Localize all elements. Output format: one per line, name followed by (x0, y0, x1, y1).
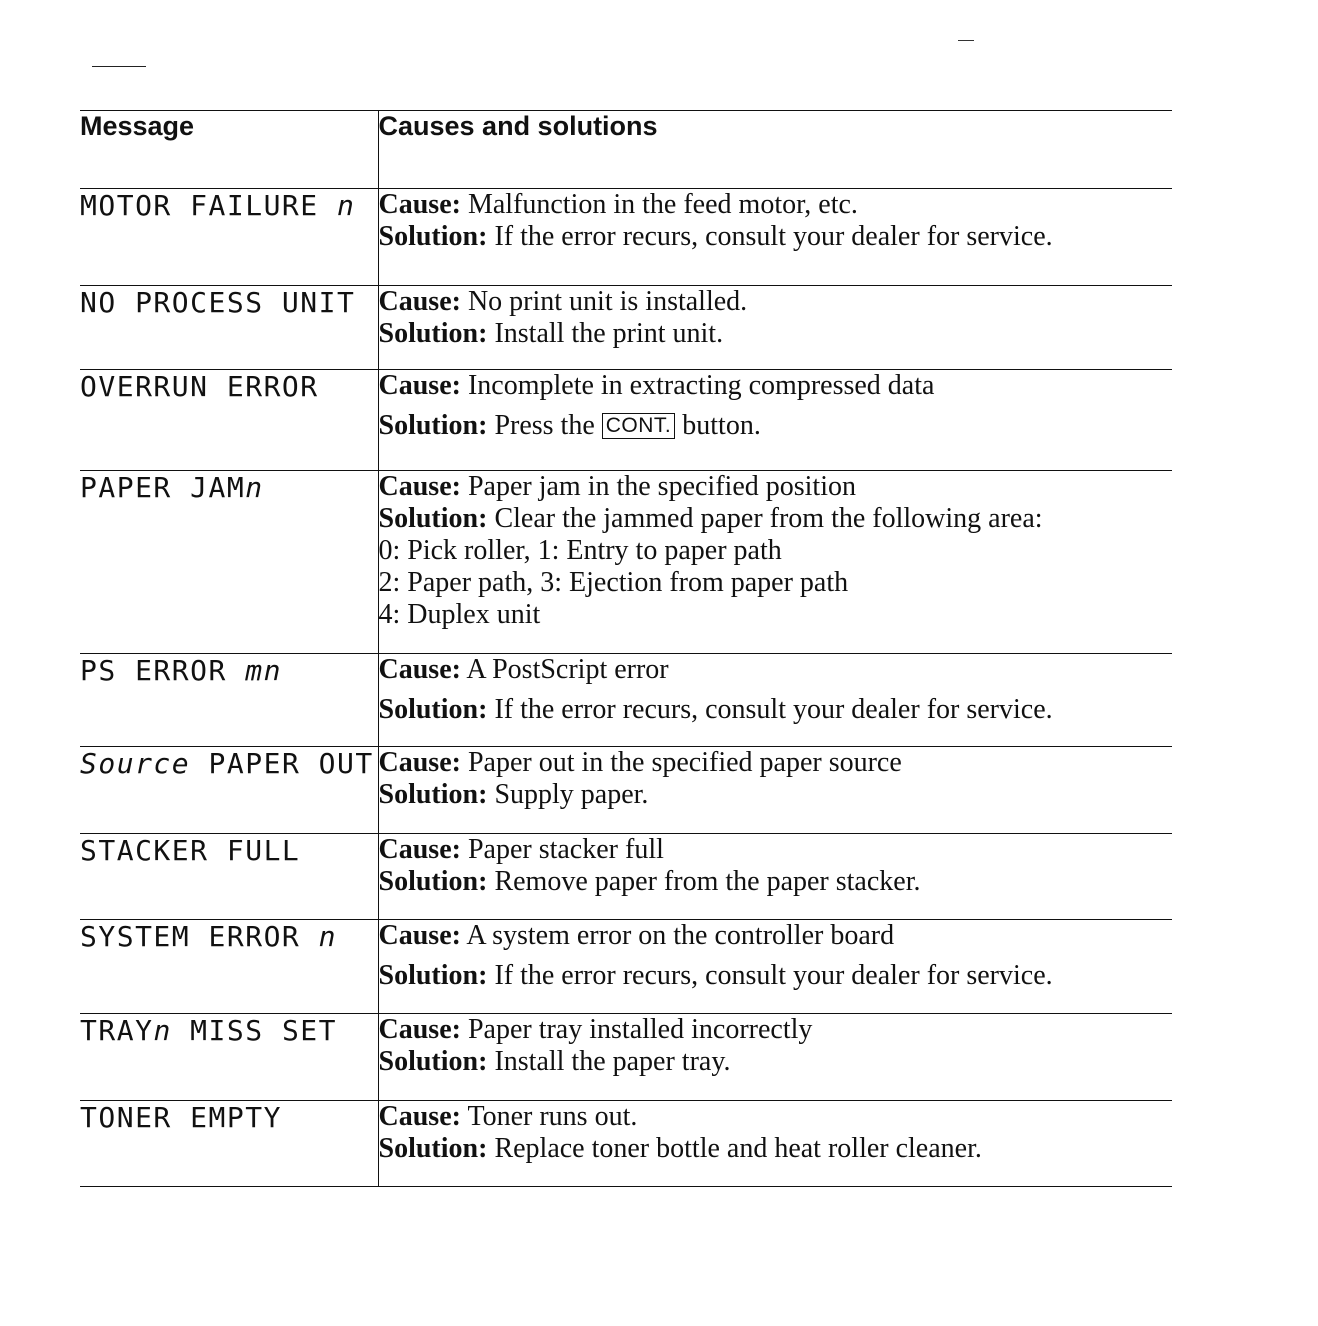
causes-solutions-cell (378, 286, 1172, 370)
table-header-row (80, 111, 1172, 189)
causes-solutions-cell (378, 654, 1172, 747)
solution-label: Solution: (378, 1133, 488, 1164)
causes-solutions-cell (378, 471, 1172, 654)
cause-label: Cause: (378, 920, 461, 951)
table-row (80, 834, 1172, 920)
solution-text: Remove paper from the paper stacker. (494, 866, 921, 897)
message-cell: TONER EMPTY (80, 1101, 378, 1187)
solution-text: If the error recurs, consult your dealer for service. (494, 221, 1053, 252)
header-message: Message (80, 111, 378, 189)
cause-label: Cause: (378, 370, 461, 401)
causes-solutions-cell (378, 189, 1172, 286)
solution-text: Supply paper. (494, 779, 649, 810)
jam-area-list-item: 4: Duplex unit (378, 599, 541, 630)
causes-solutions-cell (378, 920, 1172, 1014)
corner-mark (92, 66, 146, 67)
cause-label: Cause: (378, 286, 461, 317)
jam-area-list-item: 0: Pick roller, 1: Entry to paper path (378, 535, 782, 566)
cause-label: Cause: (378, 747, 461, 778)
solution-label: Solution: (378, 410, 488, 441)
message-cell: STACKER FULL (80, 834, 378, 920)
cause-text: Toner runs out. (467, 1101, 638, 1132)
solution-label: Solution: (378, 221, 488, 252)
message-cell: SYSTEM ERROR n (80, 920, 378, 1014)
cause-label: Cause: (378, 471, 461, 502)
variable: n (318, 920, 338, 953)
cause-text: Paper stacker full (467, 834, 664, 865)
causes-solutions-cell: Cause: Incomplete in extracting compressed data Solution: Press the CONT. button. (378, 370, 1172, 471)
error-message-table (80, 110, 1172, 1187)
message-cell: PS ERROR mn (80, 654, 378, 747)
variable: Source (80, 747, 191, 780)
causes-solutions-cell (378, 1014, 1172, 1101)
solution-text: Install the paper tray. (494, 1046, 731, 1077)
cause-label: Cause: (378, 654, 461, 685)
solution-label: Solution: (378, 866, 488, 897)
cause-label: Cause: (378, 1101, 461, 1132)
cause-label: Cause: (378, 834, 461, 865)
cont-key: CONT. (602, 413, 676, 439)
table-row (80, 370, 1172, 471)
cause-text: Paper jam in the specified position (467, 471, 856, 502)
header-causes-solutions: Causes and solutions (378, 111, 1172, 189)
variable: n (153, 1014, 172, 1047)
table-row (80, 189, 1172, 286)
cause-text: Paper tray installed incorrectly (467, 1014, 813, 1045)
cause-text: Incomplete in extracting compressed data (467, 370, 935, 401)
causes-solutions-cell (378, 1101, 1172, 1187)
variable: n (245, 471, 264, 504)
cause-label: Cause: (378, 189, 461, 220)
message-cell: OVERRUN ERROR (80, 370, 378, 471)
cause-text: Paper out in the specified paper source (467, 747, 902, 778)
table-row (80, 1014, 1172, 1101)
solution-label: Solution: (378, 779, 488, 810)
solution-label: Solution: (378, 503, 488, 534)
solution-text: If the error recurs, consult your dealer for service. (494, 960, 1053, 991)
message-cell: NO PROCESS UNIT (80, 286, 378, 370)
jam-area-list-item: 2: Paper path, 3: Ejection from paper path (378, 567, 849, 598)
table-row (80, 920, 1172, 1014)
corner-mark (958, 40, 974, 41)
solution-text: Clear the jammed paper from the following area: (494, 503, 1043, 534)
message-cell: MOTOR FAILURE n (80, 189, 378, 286)
cause-text: No print unit is installed. (467, 286, 748, 317)
variable: n (337, 189, 356, 222)
table-row (80, 286, 1172, 370)
table-row (80, 1101, 1172, 1187)
message-cell: TRAYn MISS SET (80, 1014, 378, 1101)
causes-solutions-cell (378, 834, 1172, 920)
solution-text: Replace toner bottle and heat roller cleaner. (494, 1133, 982, 1164)
variable: mn (245, 654, 282, 687)
causes-solutions-cell (378, 747, 1172, 834)
solution-label: Solution: (378, 1046, 488, 1077)
solution-text: If the error recurs, consult your dealer for service. (494, 694, 1053, 725)
solution-label: Solution: (378, 318, 488, 349)
message-cell: PAPER JAMn (80, 471, 378, 654)
message-cell: Source PAPER OUT (80, 747, 378, 834)
cause-label: Cause: (378, 1014, 461, 1045)
table-row (80, 654, 1172, 747)
cause-text: A system error on the controller board (466, 920, 895, 951)
table-row (80, 747, 1172, 834)
solution-text: Install the print unit. (494, 318, 724, 349)
cause-text: A PostScript error (466, 654, 669, 685)
table-row (80, 471, 1172, 654)
solution-label: Solution: (378, 694, 488, 725)
solution-label: Solution: (378, 960, 488, 991)
cause-text: Malfunction in the feed motor, etc. (467, 189, 858, 220)
